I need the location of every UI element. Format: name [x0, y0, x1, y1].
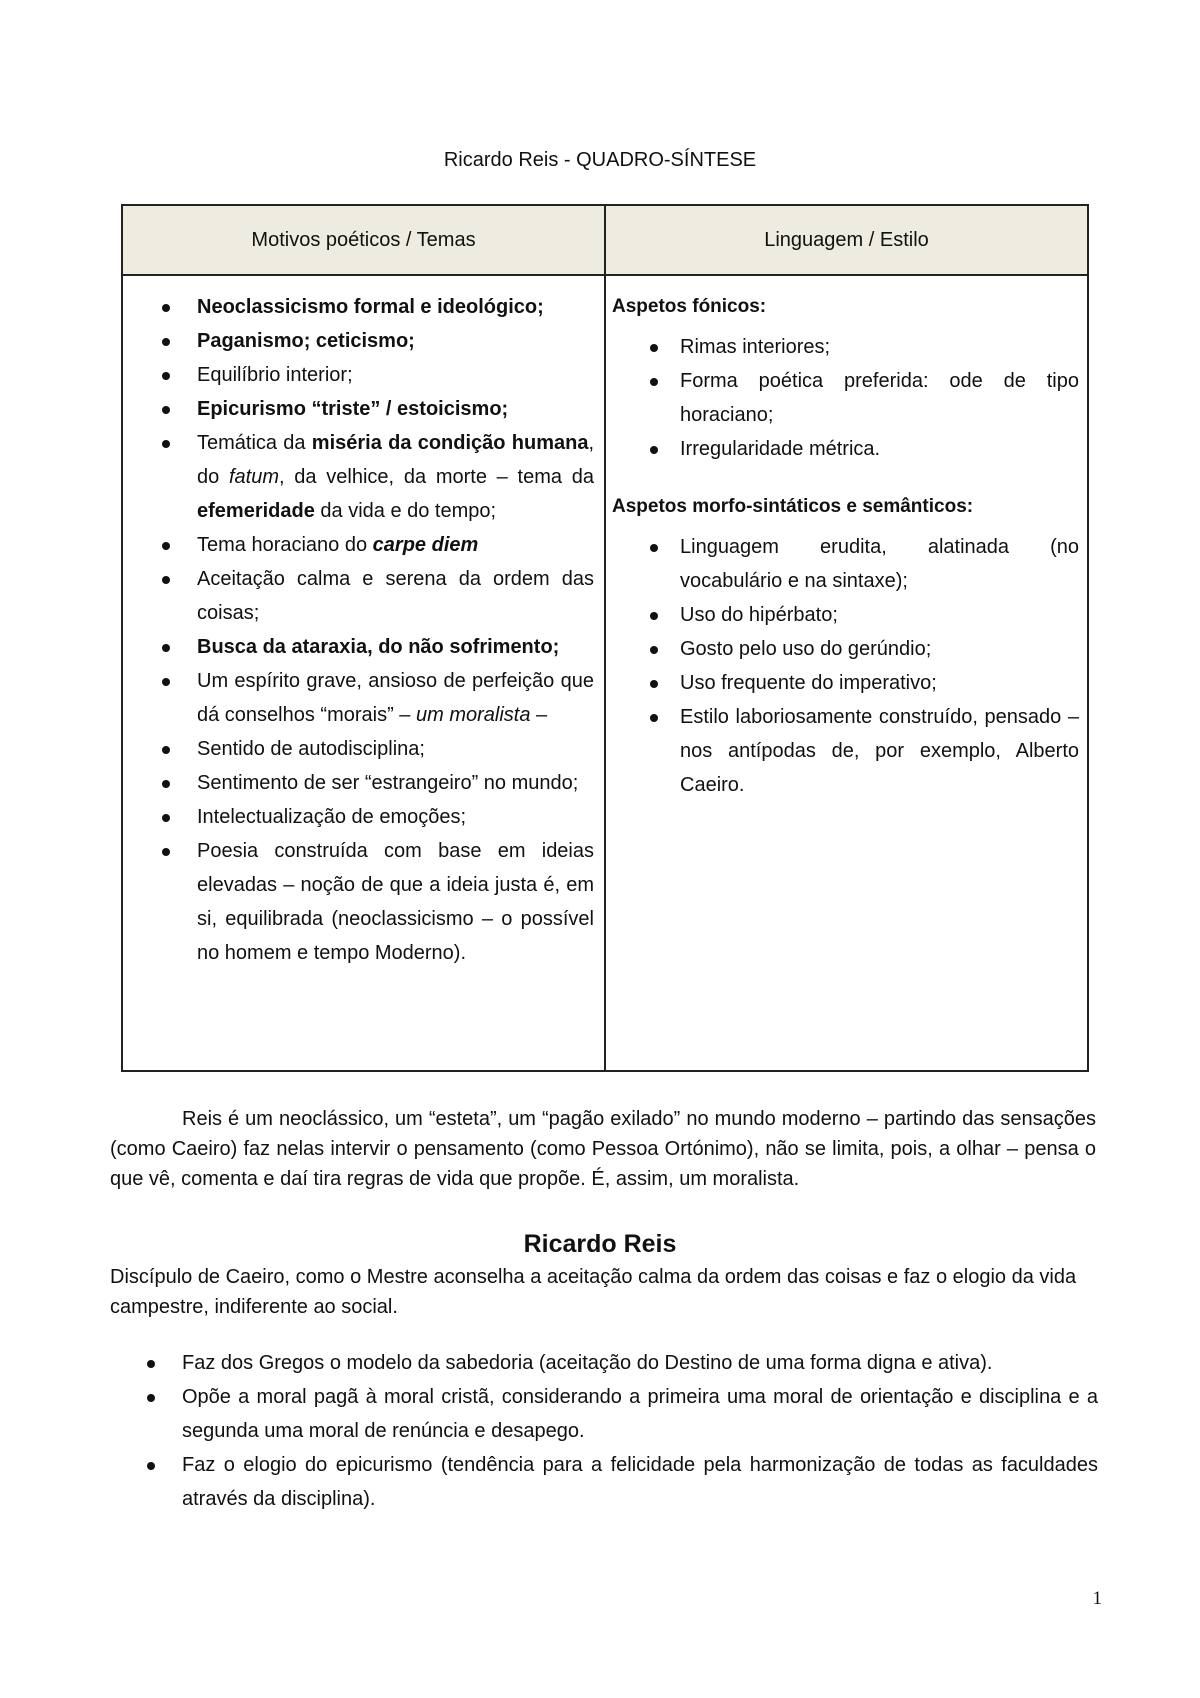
list-item: Uso do hipérbato; [612, 598, 1079, 632]
bullet-icon [162, 542, 170, 550]
themes-list [159, 290, 594, 970]
bullet-icon [162, 780, 170, 788]
list-item: Forma poética preferida: ode de tipo horaciano; [612, 364, 1079, 432]
bullet-icon [650, 646, 658, 654]
document-title: Ricardo Reis - QUADRO-SÍNTESE [443, 149, 757, 171]
summary-paragraph: Reis é um neoclássico, um “esteta”, um “pagão exilado” no mundo moderno – partindo das sensações (como Caeiro) faz nelas intervir o pensamento (como Pessoa Ortónimo), não se limita, pois, a olhar – pensa o que vê, comenta e daí tira regras de vida que propõe. É, assim, um moralista. [110, 1108, 1096, 1190]
bullet-icon [162, 678, 170, 686]
bullet-icon [650, 446, 658, 454]
list-item: Faz o elogio do epicurismo (tendência para a felicidade pela harmonização de todas as faculdades através da disciplina). [110, 1448, 1098, 1516]
section-intro: Discípulo de Caeiro, como o Mestre aconselha a aceitação calma da ordem das coisas e faz o elogio da vida campestre, indiferente ao social. [110, 1266, 1077, 1318]
style-cell [605, 275, 1088, 1071]
section-bullets [110, 1346, 1098, 1516]
bullet-icon [162, 848, 170, 856]
bullet-icon [147, 1360, 155, 1368]
morpho-heading: Aspetos morfo-sintáticos e semânticos: [612, 496, 974, 517]
themes-cell [122, 275, 605, 1071]
list-item: Temática da miséria da condição humana, do fatum, da velhice, da morte – tema da efemeridade da vida e do tempo; [159, 426, 594, 528]
table-body-row [122, 275, 1088, 1071]
list-item: Sentimento de ser “estrangeiro” no mundo; [159, 766, 594, 800]
bullet-icon [650, 344, 658, 352]
bullet-icon [650, 680, 658, 688]
list-item: Faz dos Gregos o modelo da sabedoria (aceitação do Destino de uma forma digna e ativa). [110, 1346, 1098, 1380]
bullet-icon [162, 406, 170, 414]
list-item: Busca da ataraxia, do não sofrimento; [159, 630, 594, 664]
bullet-icon [650, 544, 658, 552]
bullet-icon [162, 440, 170, 448]
list-item: Equilíbrio interior; [159, 358, 594, 392]
page-number: 1 [1092, 1588, 1102, 1609]
list-item: Um espírito grave, ansioso de perfeição que dá conselhos “morais” – um moralista – [159, 664, 594, 732]
morpho-list [612, 530, 1079, 802]
list-item: Poesia construída com base em ideias elevadas – noção de que a ideia justa é, em si, equilibrada (neoclassicismo – o possível no homem e tempo Moderno). [159, 834, 594, 970]
table-header-row [122, 205, 1088, 275]
list-item: Opõe a moral pagã à moral cristã, considerando a primeira uma moral de orientação e disciplina e a segunda uma moral de renúncia e desapego. [110, 1380, 1098, 1448]
bullet-icon [162, 372, 170, 380]
list-item: Sentido de autodisciplina; [159, 732, 594, 766]
header-style: Linguagem / Estilo [605, 205, 1088, 275]
bullet-icon [162, 304, 170, 312]
list-item: Uso frequente do imperativo; [612, 666, 1079, 700]
phonic-list [612, 330, 1079, 466]
bullet-icon [162, 746, 170, 754]
bullet-icon [650, 612, 658, 620]
list-item: Gosto pelo uso do gerúndio; [612, 632, 1079, 666]
bullet-icon [162, 576, 170, 584]
bullet-icon [650, 378, 658, 386]
bullet-icon [147, 1394, 155, 1402]
list-item: Epicurismo “triste” / estoicismo; [159, 392, 594, 426]
list-item: Paganismo; ceticismo; [159, 324, 594, 358]
bullet-icon [162, 338, 170, 346]
list-item: Tema horaciano do carpe diem [159, 528, 594, 562]
list-item: Linguagem erudita, alatinada (no vocabulário e na sintaxe); [612, 530, 1079, 598]
bullet-icon [162, 644, 170, 652]
list-item: Aceitação calma e serena da ordem das coisas; [159, 562, 594, 630]
list-item: Rimas interiores; [612, 330, 1079, 364]
list-item: Estilo laboriosamente construído, pensado – nos antípodas de, por exemplo, Alberto Caeiro. [612, 700, 1079, 802]
synthesis-table [121, 204, 1089, 1072]
header-themes: Motivos poéticos / Temas [122, 205, 605, 275]
bullet-icon [162, 814, 170, 822]
bullet-icon [650, 714, 658, 722]
list-item: Neoclassicismo formal e ideológico; [159, 290, 594, 324]
phonic-heading: Aspetos fónicos: [612, 296, 767, 317]
bullet-icon [147, 1462, 155, 1470]
list-item: Intelectualização de emoções; [159, 800, 594, 834]
list-item: Irregularidade métrica. [612, 432, 1079, 466]
section-title: Ricardo Reis [523, 1230, 677, 1258]
